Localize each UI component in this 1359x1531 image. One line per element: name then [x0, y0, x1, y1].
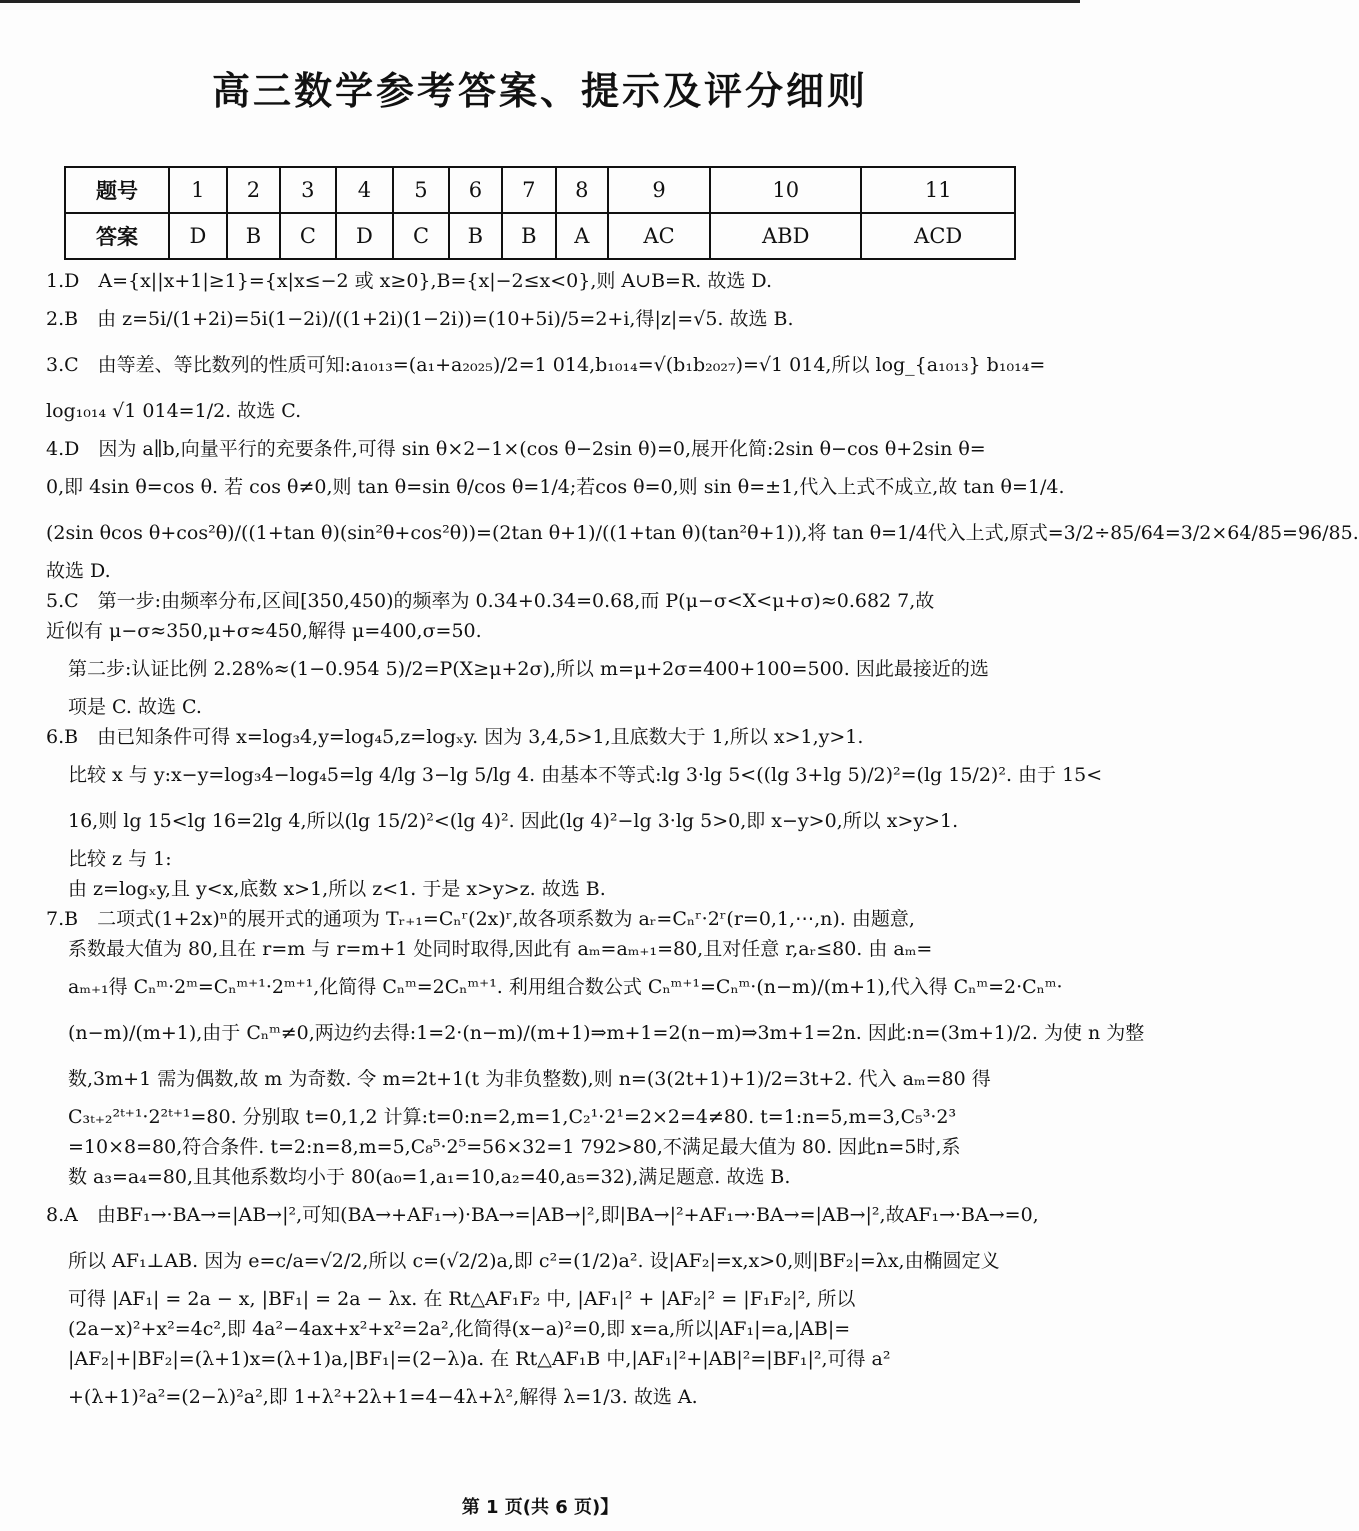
solution-line: 由 z=logₓy,且 y<x,底数 x>1,所以 z<1. 于是 x>y>z. 故选 B.	[68, 878, 606, 900]
answer-table	[64, 166, 1016, 260]
solution-line: (2sin θcos θ+cos²θ)/((1+tan θ)(sin²θ+cos²θ))=(2tan θ+1)/((1+tan θ)(tan²θ+1)),将 tan θ=1/4代入上式,原式=3/2÷85/64=3/2×64/85=96/85.	[46, 522, 1359, 544]
solutions-body	[46, 266, 1359, 1420]
solution-line: =10×8=80,符合条件. t=2:n=8,m=5,C₈⁵·2⁵=56×32=1 792>80,不满足最大值为 80. 因此n=5时,系	[68, 1136, 961, 1158]
solution-line: (n−m)/(m+1),由于 Cₙᵐ≠0,两边约去得:1=2·(n−m)/(m+1)⇒m+1=2(n−m)⇒3m+1=2n. 因此:n=(3m+1)/2. 为使 n 为整	[68, 1022, 1145, 1044]
solution-line: (2a−x)²+x²=4c²,即 4a²−4ax+x²+x²=2a²,化简得(x−a)²=0,即 x=a,所以|AF₁|=a,|AB|=	[68, 1318, 851, 1340]
table-cell: 5	[393, 167, 448, 213]
solution-line: 数 a₃=a₄=80,且其他系数均小于 80(a₀=1,a₁=10,a₂=40,a₅=32),满足题意. 故选 B.	[68, 1166, 791, 1188]
solution-line: aₘ₊₁得 Cₙᵐ·2ᵐ=Cₙᵐ⁺¹·2ᵐ⁺¹,化简得 Cₙᵐ=2Cₙᵐ⁺¹. 利用组合数公式 Cₙᵐ⁺¹=Cₙᵐ·(n−m)/(m+1),代入得 Cₙᵐ=2·Cₙᵐ·	[68, 976, 1063, 998]
solution-line: +(λ+1)²a²=(2−λ)²a²,即 1+λ²+2λ+1=4−4λ+λ²,解得 λ=1/3. 故选 A.	[68, 1386, 698, 1408]
table-cell: B	[449, 213, 502, 259]
table-cell: 题号	[65, 167, 169, 213]
solution-line: log₁₀₁₄ √1 014=1/2. 故选 C.	[46, 400, 302, 422]
table-cell: 10	[710, 167, 861, 213]
table-cell: 1	[169, 167, 227, 213]
table-cell: D	[169, 213, 227, 259]
solution-line: 16,则 lg 15<lg 16=2lg 4,所以(lg 15/2)²<(lg 4)². 因此(lg 4)²−lg 3·lg 5>0,即 x−y>0,所以 x>y>1.	[68, 810, 959, 832]
solution-line: 项是 C. 故选 C.	[68, 696, 202, 718]
table-cell: ABD	[710, 213, 861, 259]
solution-line: 系数最大值为 80,且在 r=m 与 r=m+1 处同时取得,因此有 aₘ=aₘ₊₁=80,且对任意 r,aᵣ≤80. 由 aₘ=	[68, 938, 933, 960]
page-title: 高三数学参考答案、提示及评分细则	[211, 69, 868, 113]
solution-line: 第二步:认证比例 2.28%≈(1−0.954 5)/2=P(X≥μ+2σ),所以 m=μ+2σ=400+100=500. 因此最接近的选	[68, 658, 989, 680]
table-cell: 11	[861, 167, 1015, 213]
solution-line: C₃ₜ₊₂²ᵗ⁺¹·2²ᵗ⁺¹=80. 分别取 t=0,1,2 计算:t=0:n=2,m=1,C₂¹·2¹=2×2=4≠80. t=1:n=5,m=3,C₅³·2³	[68, 1106, 957, 1128]
table-cell: ACD	[861, 213, 1015, 259]
table-cell: 4	[336, 167, 394, 213]
table-cell: C	[280, 213, 335, 259]
solution-line: 6.B 由已知条件可得 x=log₃4,y=log₄5,z=logₓy. 因为 3,4,5>1,且底数大于 1,所以 x>1,y>1.	[46, 726, 864, 748]
table-cell: 6	[449, 167, 502, 213]
solution-line: 5.C 第一步:由频率分布,区间[350,450)的频率为 0.34+0.34=0.68,而 P(μ−σ<X<μ+σ)≈0.682 7,故	[46, 590, 935, 612]
page-footer: 第 1 页(共 6 页)】	[461, 1497, 619, 1518]
table-cell: D	[336, 213, 394, 259]
solution-line: 比较 z 与 1:	[68, 848, 172, 870]
solution-line: |AF₂|+|BF₂|=(λ+1)x=(λ+1)a,|BF₁|=(2−λ)a. 在 Rt△AF₁B 中,|AF₁|²+|AB|²=|BF₁|²,可得 a²	[68, 1348, 891, 1370]
solution-line: 近似有 μ−σ≈350,μ+σ≈450,解得 μ=400,σ=50.	[46, 620, 482, 642]
table-cell: A	[556, 213, 609, 259]
table-cell: 2	[227, 167, 280, 213]
solution-line: 可得 |AF₁| = 2a − x, |BF₁| = 2a − λx. 在 Rt△AF₁F₂ 中, |AF₁|² + |AF₂|² = |F₁F₂|², 所以	[68, 1288, 856, 1310]
table-cell: 8	[556, 167, 609, 213]
solution-line: 4.D 因为 a∥b,向量平行的充要条件,可得 sin θ×2−1×(cos θ−2sin θ)=0,展开化简:2sin θ−cos θ+2sin θ=	[46, 438, 986, 460]
table-cell: 9	[608, 167, 710, 213]
answer-table-row-numbers	[65, 167, 1015, 213]
solution-line: 8.A 由BF₁→·BA→=|AB→|²,可知(BA→+AF₁→)·BA→=|AB→|²,即|BA→|²+AF₁→·BA→=|AB→|²,故AF₁→·BA→=0,	[46, 1204, 1039, 1226]
top-border	[0, 0, 1080, 3]
solution-line: 2.B 由 z=5i/(1+2i)=5i(1−2i)/((1+2i)(1−2i))=(10+5i)/5=2+i,得|z|=√5. 故选 B.	[46, 308, 794, 330]
solution-line: 1.D A={x||x+1|≥1}={x|x≤−2 或 x≥0},B={x|−2≤x<0},则 A∪B=R. 故选 D.	[46, 270, 772, 292]
solution-line: 7.B 二项式(1+2x)ⁿ的展开式的通项为 Tᵣ₊₁=Cₙʳ(2x)ʳ,故各项系数为 aᵣ=Cₙʳ·2ʳ(r=0,1,⋯,n). 由题意,	[46, 908, 915, 930]
solution-line: 故选 D.	[46, 560, 111, 582]
table-cell: 3	[280, 167, 335, 213]
table-cell: AC	[608, 213, 710, 259]
solution-line: 0,即 4sin θ=cos θ. 若 cos θ≠0,则 tan θ=sin θ/cos θ=1/4;若cos θ=0,则 sin θ=±1,代入上式不成立,故 tan θ=1/4.	[46, 476, 1065, 498]
table-cell: 7	[502, 167, 555, 213]
solution-line: 比较 x 与 y:x−y=log₃4−log₄5=lg 4/lg 3−lg 5/lg 4. 由基本不等式:lg 3·lg 5<((lg 3+lg 5)/2)²=(lg 15/2)². 由于 15<	[68, 764, 1103, 786]
table-cell: B	[227, 213, 280, 259]
solution-line: 所以 AF₁⊥AB. 因为 e=c/a=√2/2,所以 c=(√2/2)a,即 c²=(1/2)a². 设|AF₂|=x,x>0,则|BF₂|=λx,由椭圆定义	[68, 1250, 1000, 1272]
solution-line: 3.C 由等差、等比数列的性质可知:a₁₀₁₃=(a₁+a₂₀₂₅)/2=1 014,b₁₀₁₄=√(b₁b₂₀₂₇)=√1 014,所以 log_{a₁₀₁₃} b₁₀₁₄=	[46, 354, 1046, 376]
table-cell: 答案	[65, 213, 169, 259]
table-cell: C	[393, 213, 448, 259]
answer-table-row-answers	[65, 213, 1015, 259]
table-cell: B	[502, 213, 555, 259]
solution-line: 数,3m+1 需为偶数,故 m 为奇数. 令 m=2t+1(t 为非负整数),则 n=(3(2t+1)+1)/2=3t+2. 代入 aₘ=80 得	[68, 1068, 991, 1090]
